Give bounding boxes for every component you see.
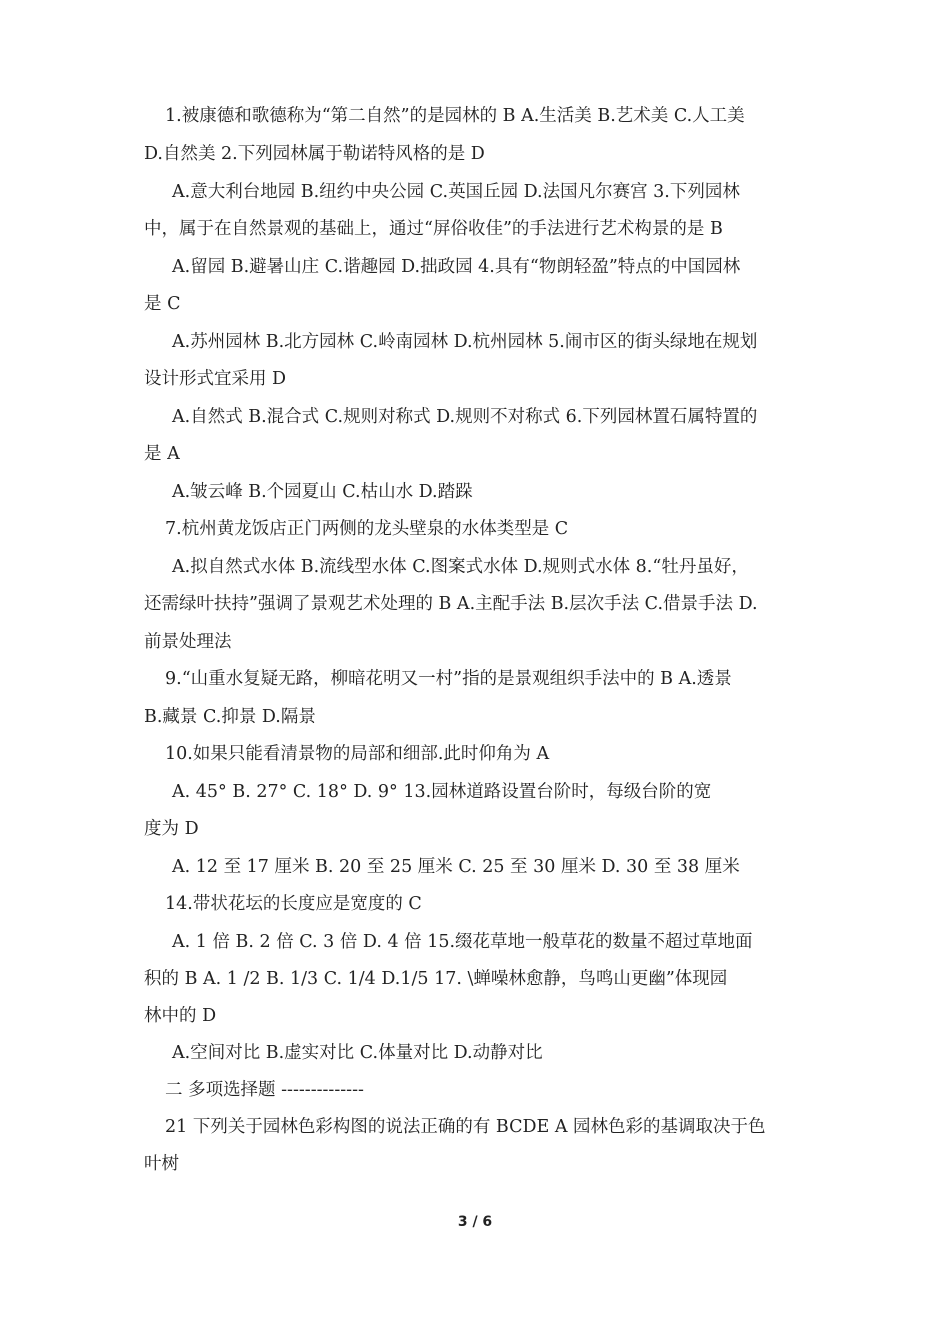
text-line: 积的 B A. 1 /2 B. 1/3 C. 1/4 D.1/5 17. \蝉噪林愈静，鸟鸣山更幽”体现园 <box>144 969 728 989</box>
text-line: A.拟自然式水体 B.流线型水体 C.图案式水体 D.规则式水体 8.“牡丹虽好， <box>172 557 749 577</box>
text-line: 是 C <box>144 294 181 314</box>
text-line: A.留园 B.避暑山庄 C.谐趣园 D.拙政园 4.具有“物朗轻盈”特点的中国园林 <box>172 257 741 277</box>
text-line: 林中的 D <box>144 1006 217 1026</box>
text-line: A.意大利台地园 B.纽约中央公园 C.英国丘园 D.法国凡尔赛宫 3.下列园林 <box>172 182 740 202</box>
text-line: 还需绿叶扶持”强调了景观艺术处理的 B A.主配手法 B.层次手法 C.借景手法 D. <box>144 594 758 614</box>
text-line: 21 下列关于园林色彩构图的说法正确的有 BCDE A 园林色彩的基调取决于色 <box>165 1117 766 1137</box>
text-line: 设计形式宜采用 D <box>144 369 287 389</box>
text-line: 10.如果只能看清景物的局部和细部.此时仰角为 A <box>165 744 550 764</box>
text-line: 9.“山重水复疑无路，柳暗花明又一村”指的是景观组织手法中的 B A.透景 <box>165 669 732 689</box>
text-line: A.自然式 B.混合式 C.规则对称式 D.规则不对称式 6.下列园林置石属特置的 <box>172 407 758 427</box>
text-line: D.自然美 2.下列园林属于勒诺特风格的是 D <box>144 144 485 164</box>
page-number: 3 / 6 <box>457 1214 493 1230</box>
text-line: A. 12 至 17 厘米 B. 20 至 25 厘米 C. 25 至 30 厘米 D. 30 至 38 厘米 <box>172 857 740 877</box>
text-line: A.空间对比 B.虚实对比 C.体量对比 D.动静对比 <box>172 1043 543 1063</box>
text-line: 中，属于在自然景观的基础上，通过“屏俗收佳”的手法进行艺术构景的是 B <box>144 219 723 239</box>
text-line: A. 1 倍 B. 2 倍 C. 3 倍 D. 4 倍 15.缀花草地一般草花的数量不超过草地面 <box>172 932 753 952</box>
text-line: 14.带状花坛的长度应是宽度的 C <box>165 894 422 914</box>
text-line: 度为 D <box>144 819 199 839</box>
section-heading: 二 多项选择题 -------------- <box>165 1080 364 1100</box>
text-line: 是 A <box>144 444 180 464</box>
text-line: 1.被康德和歌德称为“第二自然”的是园林的 B A.生活美 B.艺术美 C.人工美 <box>165 106 745 126</box>
text-line: A. 45° B. 27° C. 18° D. 9° 13.园林道路设置台阶时，每级台阶的宽 <box>172 782 712 802</box>
text-line: B.藏景 C.抑景 D.隔景 <box>144 707 316 727</box>
text-line: 前景处理法 <box>144 632 232 652</box>
text-line: 7.杭州黄龙饭店正门两侧的龙头壁泉的水体类型是 C <box>165 519 569 539</box>
text-line: A.苏州园林 B.北方园林 C.岭南园林 D.杭州园林 5.闹市区的街头绿地在规划 <box>172 332 758 352</box>
text-line: 叶树 <box>144 1154 179 1174</box>
text-line: A.皱云峰 B.个园夏山 C.枯山水 D.踏跺 <box>172 482 473 502</box>
